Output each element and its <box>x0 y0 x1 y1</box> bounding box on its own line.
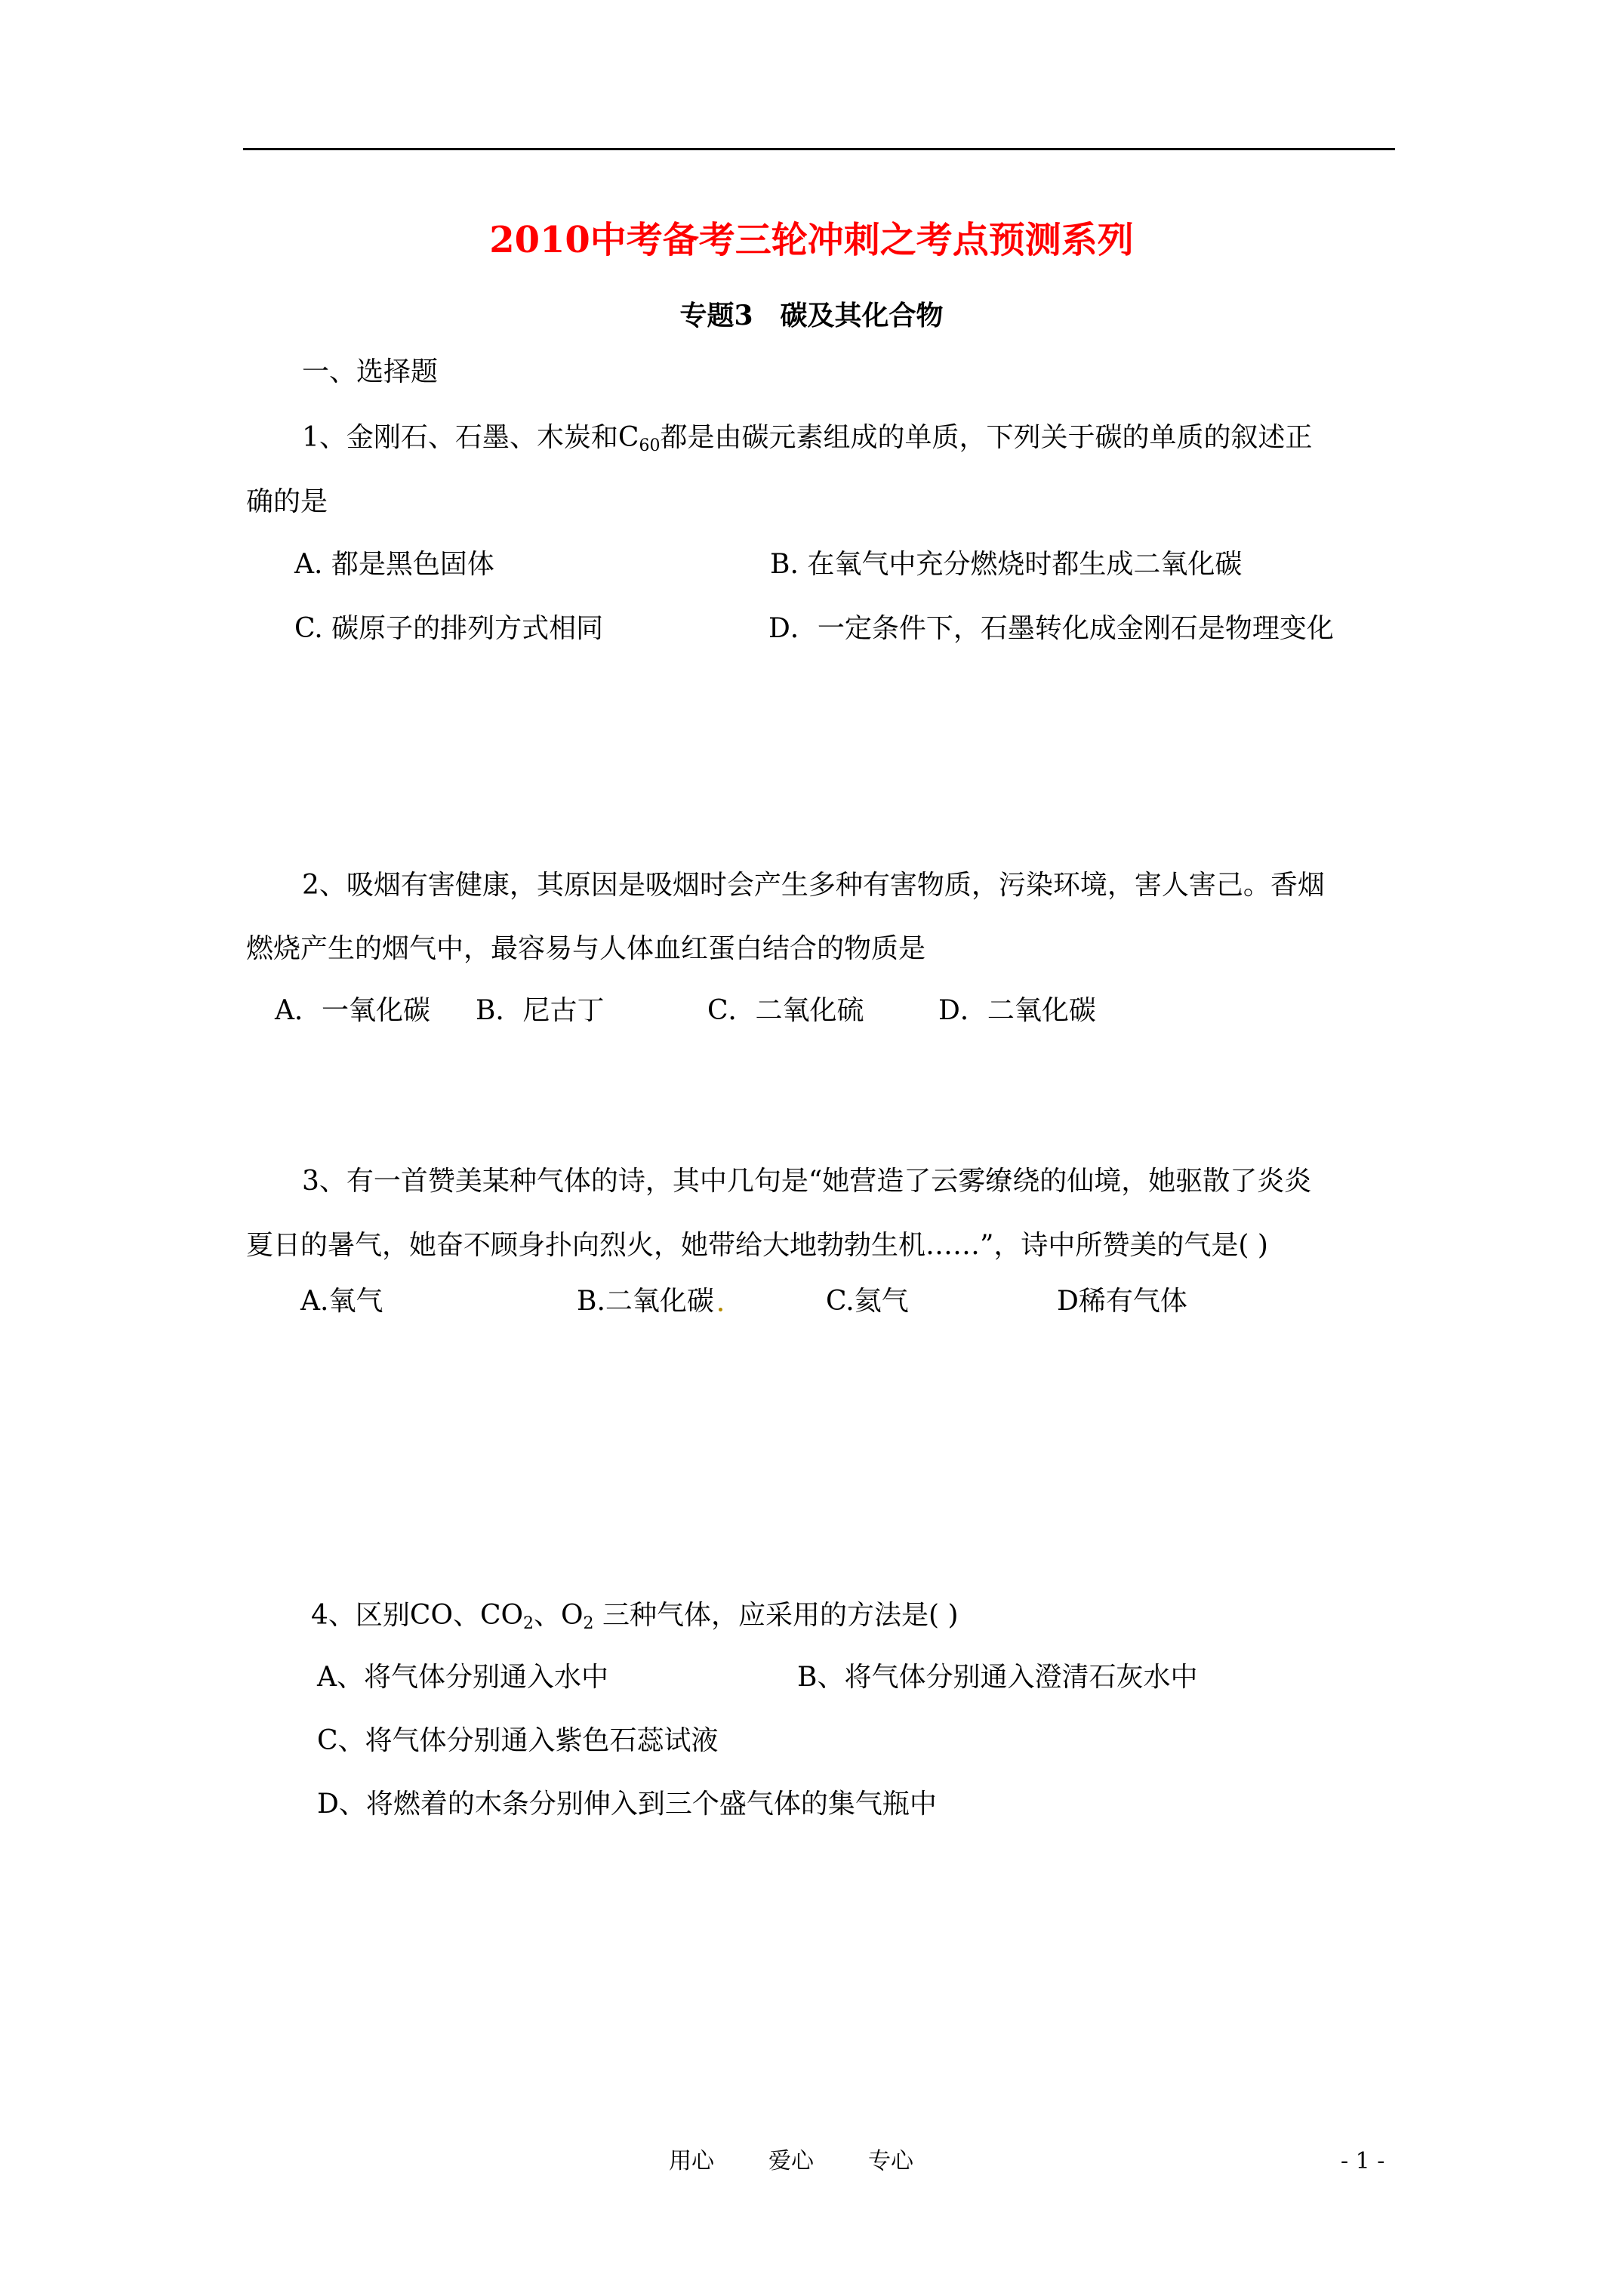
question-1-option-b: B. 在氧气中充分燃烧时都生成二氧化碳 <box>770 549 1243 580</box>
question-3-option-c: C.氦气 <box>826 1286 909 1317</box>
question-4-option-a: A、将气体分别通入水中 <box>317 1662 609 1693</box>
question-2-option-c: C．二氧化硫 <box>707 995 864 1026</box>
question-3-number: 3、 <box>302 1166 346 1197</box>
question-3-stem-line-2: 夏日的暑气，她奋不顾身扑向烈火，她带给大地勃勃生机……”，诗中所赞美的气是( ) <box>246 1230 1268 1261</box>
question-1-option-d: D．一定条件下，石墨转化成金刚石是物理变化 <box>768 613 1334 644</box>
question-2-stem-line-1: 2、吸烟有害健康，其原因是吸烟时会产生多种有害物质，污染环境，害人害己。香烟 <box>302 870 1325 901</box>
question-4-stem: 4、区别CO、$CO_2$、$O_2$ 三种气体，应采用的方法是( ) <box>311 1600 959 1633</box>
footer-motto-3: 专心 <box>868 2148 913 2174</box>
question-4-number: 4、 <box>311 1600 356 1631</box>
section-heading: 一、选择题 <box>302 356 439 387</box>
question-2-option-d: D．二氧化碳 <box>938 995 1096 1026</box>
page-number: - 1 - <box>1341 2148 1385 2174</box>
document-subtitle <box>0 297 1623 334</box>
question-2-stem-line-2: 燃烧产生的烟气中，最容易与人体血红蛋白结合的物质是 <box>246 933 926 964</box>
question-1-option-a: A. 都是黑色固体 <box>294 549 494 580</box>
question-2-number: 2、 <box>302 870 346 901</box>
question-4-option-b: B、将气体分别通入澄清石灰水中 <box>797 1662 1198 1693</box>
question-1-option-c: C. 碳原子的排列方式相同 <box>294 613 604 644</box>
question-2-option-b: B．尼古丁 <box>476 995 605 1026</box>
question-1-stem-line-2: 确的是 <box>246 486 328 517</box>
footer-motto-2: 爱心 <box>768 2148 814 2174</box>
header-rule <box>243 148 1395 150</box>
document-title: 2010中考备考三轮冲刺之考点预测系列 <box>489 219 1134 261</box>
question-1-stem-line-1: 1、金刚石、石墨、木炭和$C_{60}$都是由碳元素组成的单质，下列关于碳的单质的叙述正 <box>302 422 1313 455</box>
question-4-option-d: D、将燃着的木条分别伸入到三个盛气体的集气瓶中 <box>317 1789 937 1820</box>
question-1-number: 1、 <box>302 422 346 453</box>
stray-dot-mark <box>719 1308 722 1311</box>
question-3-option-a: A.氧气 <box>300 1286 383 1317</box>
subtitle-name: 碳及其化合物 <box>780 300 944 331</box>
question-4-option-c: C、将气体分别通入紫色石蕊试液 <box>317 1725 719 1756</box>
question-3-stem-line-1: 3、有一首赞美某种气体的诗，其中几句是“她营造了云雾缭绕的仙境，她驱散了炎炎 <box>302 1166 1312 1197</box>
subtitle-topic: 专题3 <box>679 300 753 331</box>
question-3-option-d: D稀有气体 <box>1057 1286 1187 1317</box>
question-2-option-a: A．一氧化碳 <box>275 995 430 1026</box>
question-3-option-b: B.二氧化碳 <box>577 1283 727 1321</box>
footer-motto-1: 用心 <box>669 2148 714 2174</box>
